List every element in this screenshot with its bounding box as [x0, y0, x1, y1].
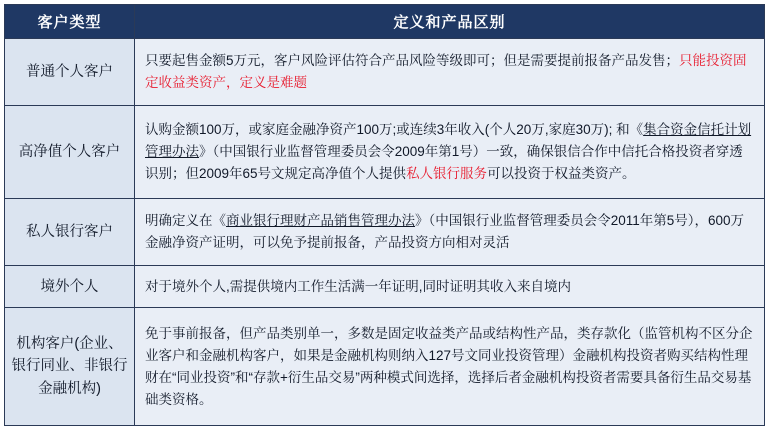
cell-definition — [135, 39, 765, 106]
definition-text: 认购金额100万，或家庭金融净资产100万;或连续3年收入(个人20万,家庭30万); 和《 — [145, 122, 644, 138]
highlighted-text: 私人银行服务 — [406, 166, 488, 181]
definition-text: 》（中国银行业监督管理委员会令2011年第5号），600万金融净资产证明，可以免予提前报备，产品投资方向相对灵活 — [145, 213, 745, 250]
cell-definition — [135, 266, 765, 308]
definition-text: 但2009年65号文规定高净值个人提供 — [185, 166, 407, 181]
definition-text: 明确定义在《 — [145, 213, 226, 229]
cell-definition — [135, 106, 765, 198]
cell-customer-type: 普通个人客户 — [5, 39, 135, 106]
cell-customer-type: 高净值个人客户 — [5, 106, 135, 198]
table-row — [5, 198, 765, 265]
cell-definition — [135, 198, 765, 265]
definition-text: 只要起售金额5万元，客户风险评估符合产品风险等级即可；但是需要提前报备产品发售； — [145, 53, 680, 69]
regulation-reference: 商业银行理财产品销售管理办法 — [226, 213, 415, 229]
definition-text: 》（中国银行业监督管理委员会令2009年第1号）一致，确保银信合作中信托合格投资者穿透识别； — [145, 144, 743, 181]
regulation-reference: 集合资金信托计划管理办法 — [145, 122, 752, 160]
highlighted-text: 只能投资固定收益类资产，定义是难题 — [145, 53, 747, 91]
cell-definition — [135, 308, 765, 426]
header-customer-type: 客户类型 — [5, 5, 135, 39]
definition-text: 免于事前报备，但产品类别单一，多数是固定收益类产品或结构性产品，类存款化（监管机构不区分企业客户和金融机构客户，如果是金融机构则纳入127号文同业投资管理）金融机构投资者购买结构性理财在“同业投资”和“存款+衍生品交易”两种模式间选择，选择后者金融机构投资者需要具备衍生品交易基础类资格。 — [145, 326, 753, 407]
definition-text: 对于境外个人,需提供境内工作生活满一年证明,同时证明其收入来自境内 — [145, 278, 572, 294]
table-row — [5, 39, 765, 106]
cell-customer-type: 境外个人 — [5, 266, 135, 308]
table-body — [5, 39, 765, 426]
table-header-row — [5, 5, 765, 39]
header-definition: 定义和产品区别 — [135, 5, 765, 39]
definition-text: 可以投资于权益类资产。 — [487, 166, 636, 181]
cell-customer-type: 私人银行客户 — [5, 198, 135, 265]
customer-type-table — [4, 4, 765, 426]
table-row — [5, 106, 765, 198]
table-row — [5, 266, 765, 308]
cell-customer-type: 机构客户(企业、银行同业、非银行金融机构) — [5, 308, 135, 426]
table-header — [5, 5, 765, 39]
table-row — [5, 308, 765, 426]
